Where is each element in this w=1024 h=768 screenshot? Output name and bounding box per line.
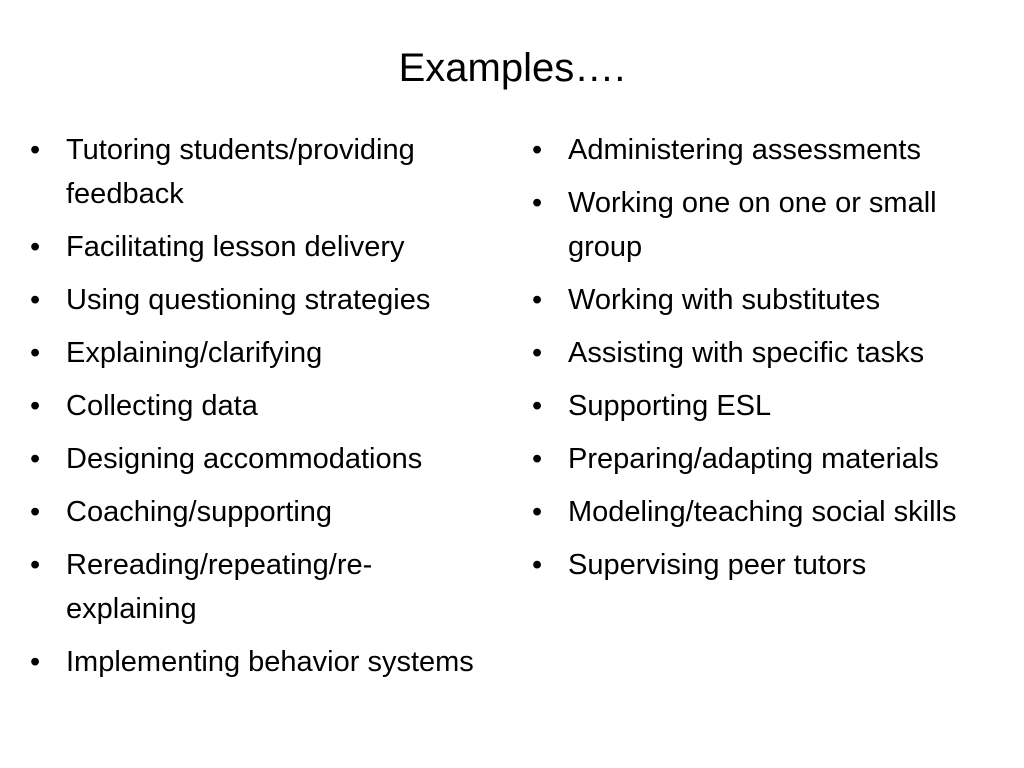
right-bullet-list (532, 128, 1002, 596)
list-item (532, 181, 1002, 269)
list-item (30, 225, 500, 269)
list-item-text: Explaining/clarifying (66, 337, 323, 369)
list-item (30, 278, 500, 322)
list-item (30, 331, 500, 375)
list-item-text: Implementing behavior systems (66, 646, 474, 678)
bullet-icon: • (30, 390, 41, 422)
list-item (30, 384, 500, 428)
list-item (532, 128, 1002, 172)
bullet-icon: • (30, 549, 41, 581)
list-item-text: Assisting with specific tasks (568, 337, 925, 369)
bullet-icon: • (532, 134, 543, 166)
bullet-icon: • (30, 231, 41, 263)
list-item (532, 331, 1002, 375)
list-item-text: Facilitating lesson delivery (66, 231, 405, 263)
list-item (532, 384, 1002, 428)
bullet-icon: • (30, 337, 41, 369)
bullet-icon: • (30, 646, 41, 678)
list-item (532, 490, 1002, 534)
list-item (30, 543, 500, 631)
bullet-icon: • (30, 134, 41, 166)
bullet-icon: • (30, 496, 41, 528)
list-item (532, 278, 1002, 322)
list-item-text: Using questioning strategies (66, 284, 431, 316)
bullet-icon: • (532, 390, 543, 422)
bullet-icon: • (30, 443, 41, 475)
list-item-text: Coaching/supporting (66, 496, 333, 528)
list-item-text: Administering assessments (568, 134, 921, 166)
bullet-icon: • (532, 496, 543, 528)
bullet-icon: • (532, 284, 543, 316)
list-item-text: Collecting data (66, 390, 258, 422)
list-item-text: Supporting ESL (568, 390, 772, 422)
list-item-text: Designing accommodations (66, 443, 423, 475)
list-item-text: Rereading/repeating/re-explaining (66, 549, 373, 625)
list-item-text: Modeling/teaching social skills (568, 496, 957, 528)
bullet-icon: • (532, 443, 543, 475)
list-item-text: Supervising peer tutors (568, 549, 867, 581)
list-item (30, 437, 500, 481)
list-item-text: Working one on one or small group (568, 187, 937, 263)
bullet-icon: • (532, 549, 543, 581)
list-item (30, 128, 500, 216)
bullet-icon: • (30, 284, 41, 316)
bullet-icon: • (532, 187, 543, 219)
list-item (30, 640, 500, 684)
left-bullet-list (30, 128, 500, 693)
list-item-text: Tutoring students/providing feedback (66, 134, 415, 210)
list-item-text: Working with substitutes (568, 284, 881, 316)
list-item (532, 437, 1002, 481)
list-item-text: Preparing/adapting materials (568, 443, 939, 475)
bullet-icon: • (532, 337, 543, 369)
slide-title: Examples…. (398, 46, 626, 90)
list-item (30, 490, 500, 534)
list-item (532, 543, 1002, 587)
